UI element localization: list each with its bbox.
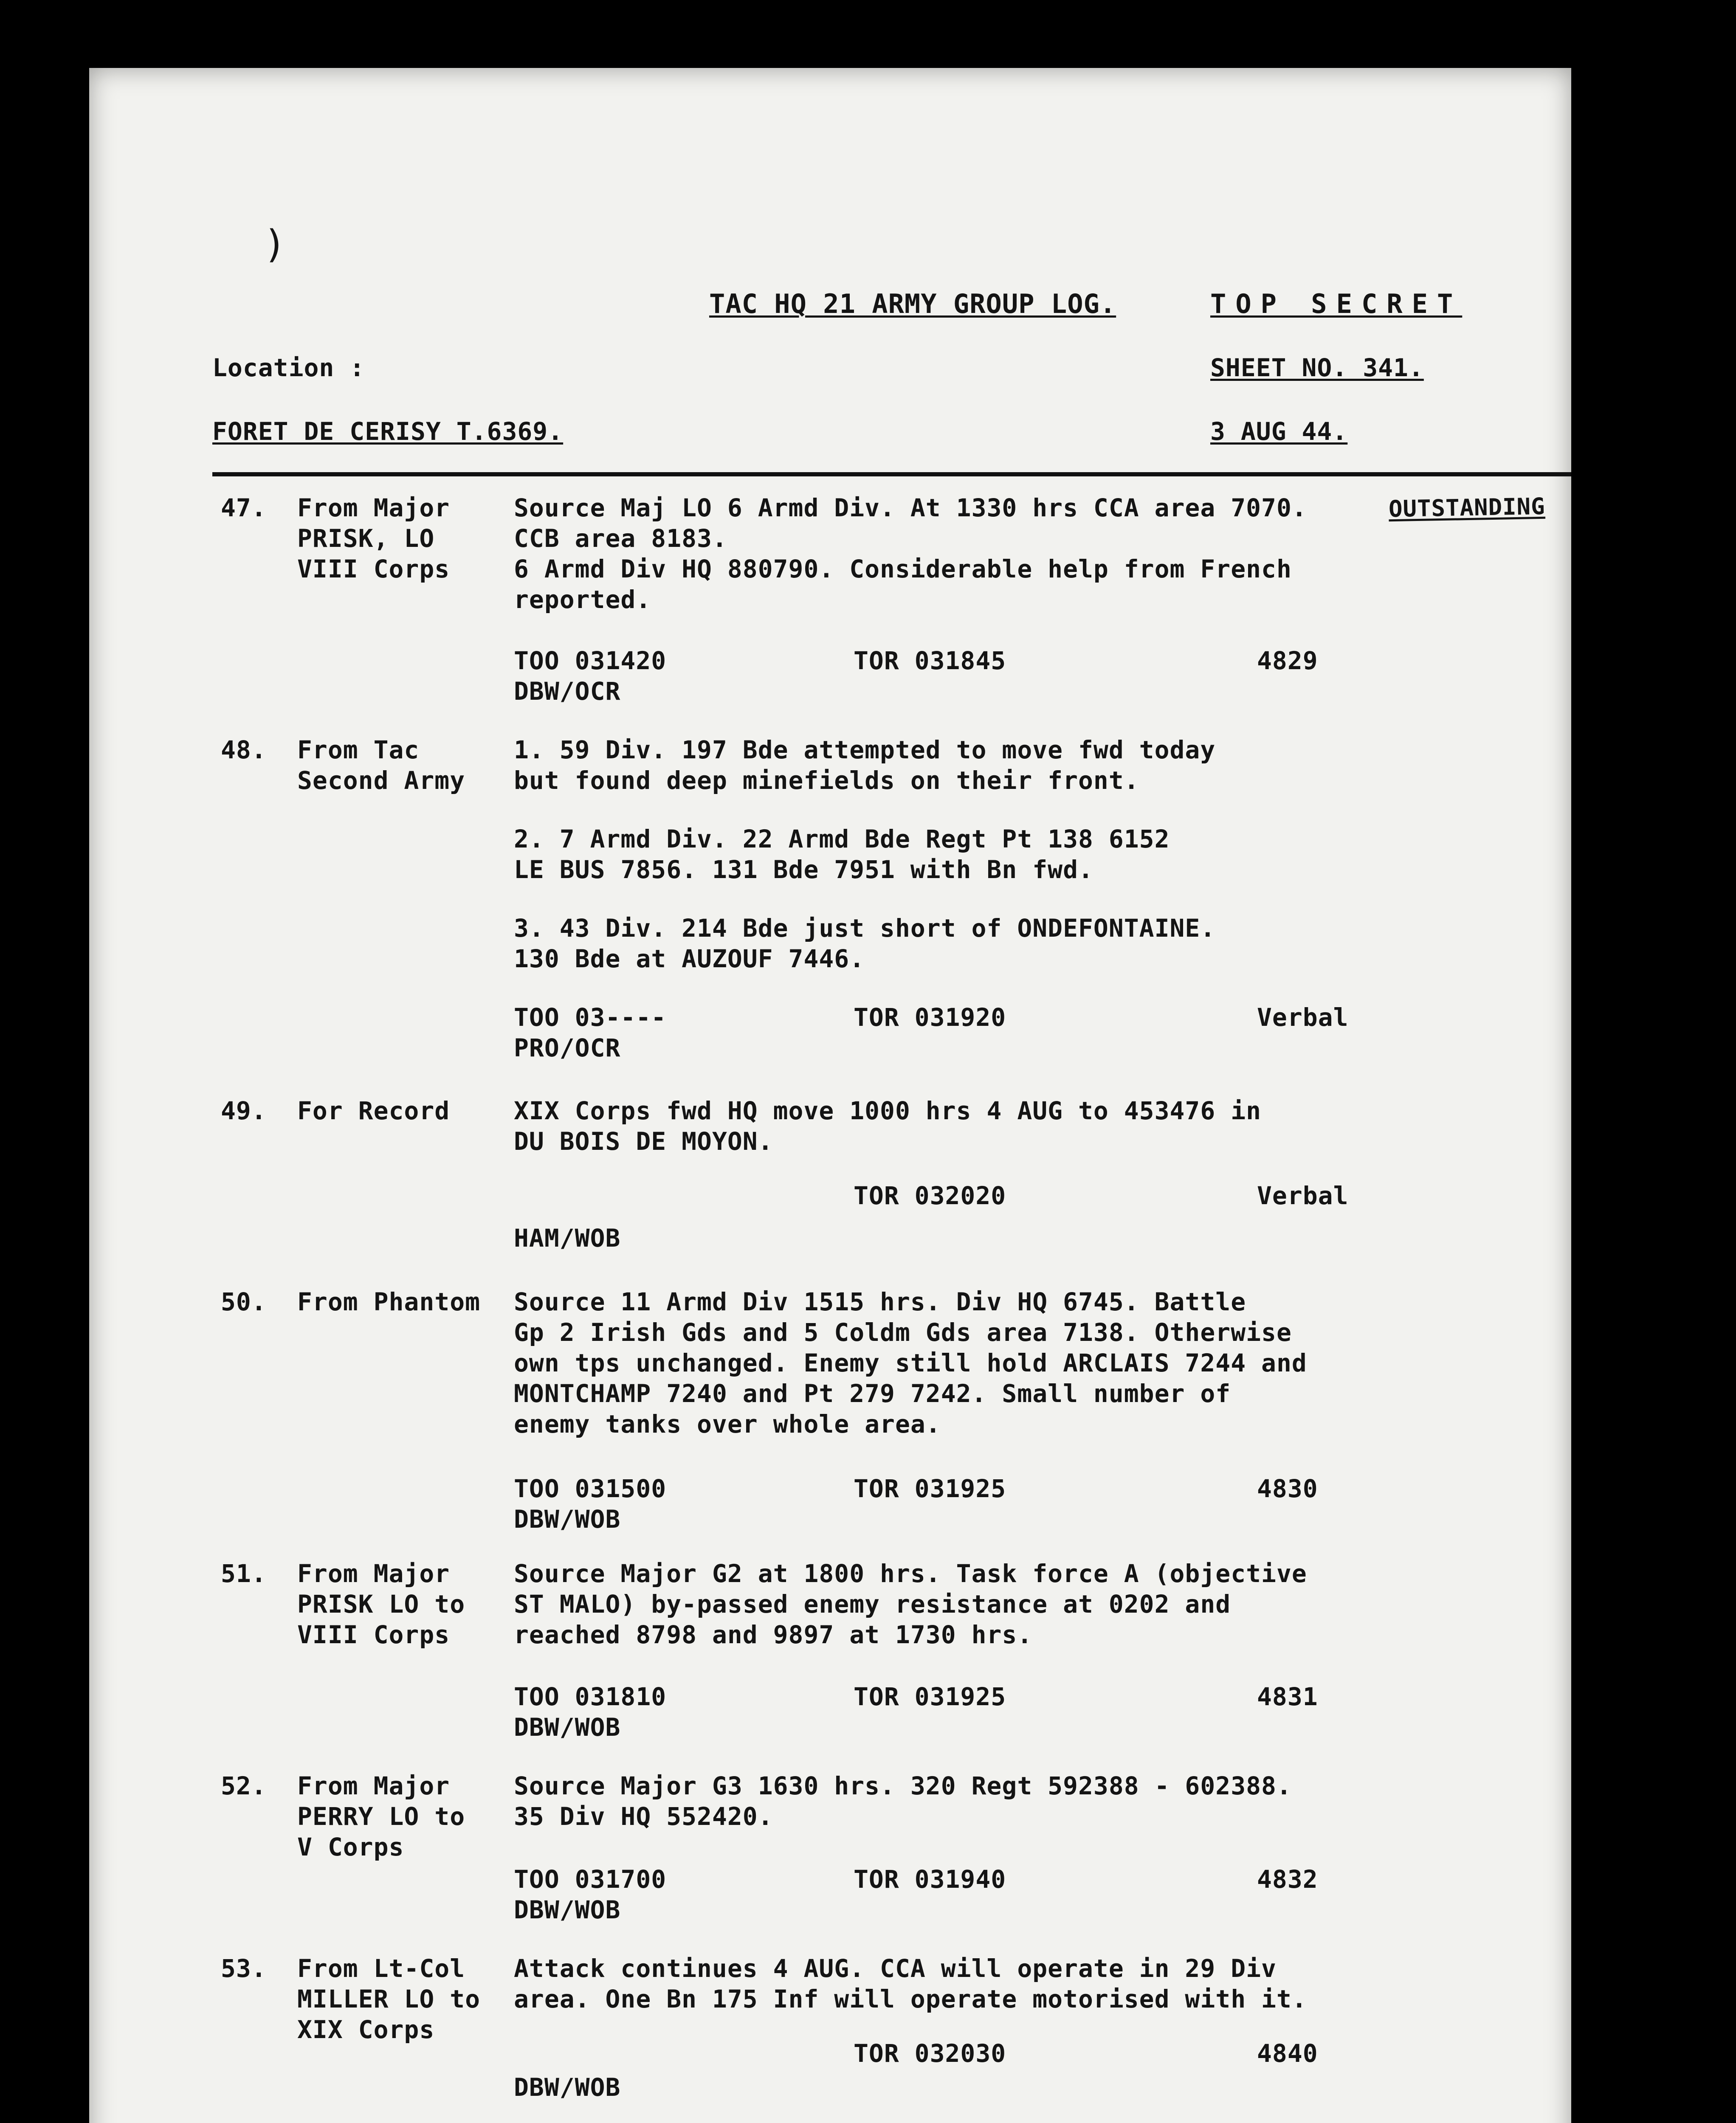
entry-text-line: Source Major G2 at 1800 hrs. Task force A (objective — [514, 1559, 1307, 1588]
sheet-number: SHEET NO. 341. — [1210, 353, 1424, 382]
entry-from-line: V Corps — [297, 1833, 404, 1861]
entry-text-line: ST MALO) by-passed enemy resistance at 0202 and — [514, 1590, 1231, 1619]
entry-number: 47. — [221, 493, 267, 522]
entry-from-line: VIII Corps — [297, 1620, 450, 1649]
time-of-origin: TOO 031700 — [514, 1865, 667, 1894]
entry-text-line: reported. — [514, 585, 651, 614]
message-serial: Verbal — [1257, 1003, 1349, 1032]
entry-text-line: CCB area 8183. — [514, 524, 727, 553]
entry-text-line: MONTCHAMP 7240 and Pt 279 7242. Small number of — [514, 1379, 1231, 1408]
time-of-receipt: TOR 032030 — [854, 2039, 1006, 2068]
entry-text-line: Source Maj LO 6 Armd Div. At 1330 hrs CCA area 7070. — [514, 493, 1307, 522]
entry-from-line: From Major — [297, 1771, 450, 1800]
time-of-receipt: TOR 031845 — [854, 646, 1006, 675]
operator-initials: DBW/OCR — [514, 677, 621, 706]
outstanding-margin-note: OUTSTANDING — [1388, 493, 1546, 523]
entry-from-line: Second Army — [297, 766, 465, 795]
entry-text-line: 35 Div HQ 552420. — [514, 1802, 773, 1831]
message-serial: Verbal — [1257, 1181, 1349, 1210]
time-of-origin: TOO 03---- — [514, 1003, 667, 1032]
message-serial: 4831 — [1257, 1682, 1318, 1711]
entry-from-line: PRISK LO to — [297, 1590, 465, 1619]
operator-initials: HAM/WOB — [514, 1224, 621, 1253]
entry-text-line: 1. 59 Div. 197 Bde attempted to move fwd today — [514, 735, 1216, 764]
location-value: FORET DE CERISY T.6369. — [212, 417, 564, 446]
time-of-receipt: TOR 032020 — [854, 1181, 1006, 1210]
log-title: TAC HQ 21 ARMY GROUP LOG. — [709, 288, 1116, 319]
entry-text-line: XIX Corps fwd HQ move 1000 hrs 4 AUG to 453476 in — [514, 1096, 1262, 1125]
entry-from-line: For Record — [297, 1096, 450, 1125]
message-serial: 4830 — [1257, 1474, 1318, 1503]
classification-marking: TOP SECRET — [1210, 288, 1463, 319]
entry-number: 50. — [221, 1287, 267, 1316]
pencil-tick-mark: ) — [263, 222, 287, 267]
message-serial: 4832 — [1257, 1865, 1318, 1894]
entry-from-line: PRISK, LO — [297, 524, 435, 553]
entry-from-line: VIII Corps — [297, 555, 450, 583]
entry-text-line: DU BOIS DE MOYON. — [514, 1127, 773, 1156]
document-page — [89, 68, 1571, 2123]
entry-number: 49. — [221, 1096, 267, 1125]
operator-initials: DBW/WOB — [514, 2073, 621, 2102]
operator-initials: DBW/WOB — [514, 1895, 621, 1924]
operator-initials: DBW/WOB — [514, 1505, 621, 1534]
entry-number: 53. — [221, 1954, 267, 1983]
time-of-receipt: TOR 031940 — [854, 1865, 1006, 1894]
entry-text-line: 6 Armd Div HQ 880790. Considerable help from French — [514, 555, 1292, 583]
entry-number: 51. — [221, 1559, 267, 1588]
entry-number: 52. — [221, 1771, 267, 1800]
message-serial: 4829 — [1257, 646, 1318, 675]
entry-text-line: own tps unchanged. Enemy still hold ARCLAIS 7244 and — [514, 1349, 1307, 1377]
entry-text-line: reached 8798 and 9897 at 1730 hrs. — [514, 1620, 1033, 1649]
log-date: 3 AUG 44. — [1210, 417, 1348, 446]
entry-number: 48. — [221, 735, 267, 764]
entry-from-line: MILLER LO to — [297, 1985, 481, 2013]
entry-text-line: 2. 7 Armd Div. 22 Armd Bde Regt Pt 138 6152 — [514, 825, 1170, 853]
entry-text-line: enemy tanks over whole area. — [514, 1410, 941, 1439]
entry-text-line: Gp 2 Irish Gds and 5 Coldm Gds area 7138. Otherwise — [514, 1318, 1292, 1347]
entry-from-line: XIX Corps — [297, 2015, 435, 2044]
time-of-origin: TOO 031500 — [514, 1474, 667, 1503]
message-serial: 4840 — [1257, 2039, 1318, 2068]
time-of-receipt: TOR 031925 — [854, 1474, 1006, 1503]
time-of-origin: TOO 031420 — [514, 646, 667, 675]
entry-text-line: Attack continues 4 AUG. CCA will operate in 29 Div — [514, 1954, 1277, 1983]
entry-from-line: From Major — [297, 493, 450, 522]
time-of-receipt: TOR 031925 — [854, 1682, 1006, 1711]
entry-text-line: but found deep minefields on their front. — [514, 766, 1139, 795]
entry-from-line: From Phantom — [297, 1287, 481, 1316]
operator-initials: DBW/WOB — [514, 1713, 621, 1742]
entry-text-line: area. One Bn 175 Inf will operate motorised with it. — [514, 1985, 1307, 2013]
entry-text-line: Source Major G3 1630 hrs. 320 Regt 592388 - 602388. — [514, 1771, 1292, 1800]
entry-from-line: PERRY LO to — [297, 1802, 465, 1831]
entry-from-line: From Major — [297, 1559, 450, 1588]
time-of-receipt: TOR 031920 — [854, 1003, 1006, 1032]
location-label: Location : — [212, 353, 365, 382]
entry-text-line: LE BUS 7856. 131 Bde 7951 with Bn fwd. — [514, 855, 1093, 884]
time-of-origin: TOO 031810 — [514, 1682, 667, 1711]
entry-text-line: Source 11 Armd Div 1515 hrs. Div HQ 6745. Battle — [514, 1287, 1246, 1316]
entry-text-line: 130 Bde at AUZOUF 7446. — [514, 944, 865, 973]
entry-from-line: From Tac — [297, 735, 420, 764]
operator-initials: PRO/OCR — [514, 1033, 621, 1062]
entry-from-line: From Lt-Col — [297, 1954, 465, 1983]
header-divider — [212, 472, 1571, 476]
entry-text-line: 3. 43 Div. 214 Bde just short of ONDEFONTAINE. — [514, 914, 1216, 943]
